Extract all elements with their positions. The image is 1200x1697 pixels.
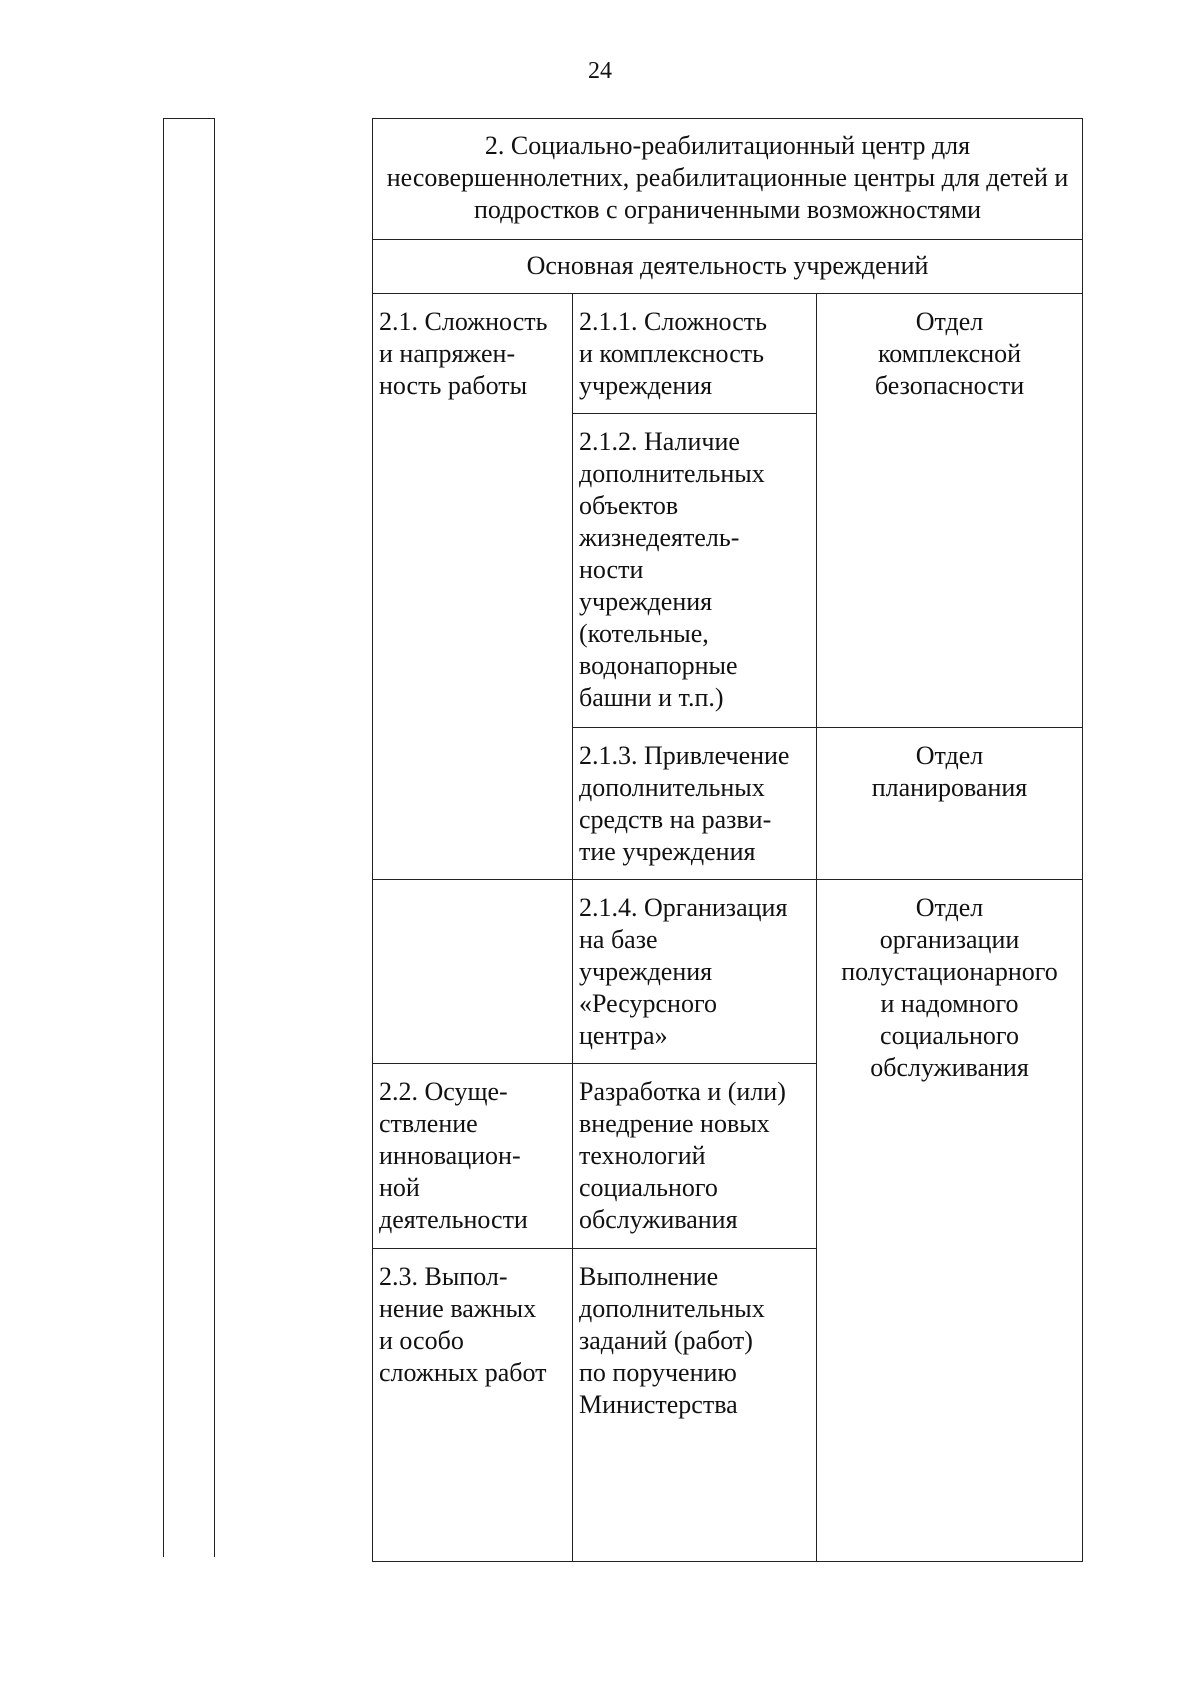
criterion-cell-2-3: [373, 1249, 573, 1562]
indicator-label: Разработка и (или) внедрение новых технологий социального обслуживания: [579, 1077, 786, 1234]
indicator-cell-2-3: [573, 1249, 817, 1562]
department-label: Отдел организации полустационарного и надомного социального обслуживания: [841, 893, 1058, 1082]
indicator-cell-2-1-2: [573, 414, 817, 728]
department-label: Отдел планирования: [871, 741, 1028, 802]
left-rail-border: [163, 118, 215, 1557]
criteria-table: [372, 118, 1083, 1562]
department-cell-service: [817, 880, 1083, 1562]
criterion-label: 2.1. Сложность и напряжен- ность работы: [379, 307, 548, 400]
criterion-cell-empty: [373, 880, 573, 1064]
department-cell-security: [817, 294, 1083, 728]
criterion-cell-2-2: [373, 1064, 573, 1249]
criterion-cell-2-1: [373, 294, 573, 880]
indicator-cell-2-1-4: [573, 880, 817, 1064]
indicator-label: 2.1.2. Наличие дополнительных объектов жизнедеятель- ности учреждения (котельные, водонапорные башни и т.п.): [579, 427, 765, 712]
criterion-label: 2.3. Выпол- нение важных и особо сложных работ: [379, 1262, 547, 1387]
indicator-label: Выполнение дополнительных заданий (работ) по поручению Министерства: [579, 1262, 765, 1419]
department-cell-planning: [817, 728, 1083, 880]
table-title: 2. Социально-реабилитационный центр для несовершеннолетних, реабилитационные центры для детей и подростков с ограниченными возможностями: [386, 131, 1069, 224]
criterion-label: 2.2. Осуще- ствление инновацион- ной деятельности: [379, 1077, 528, 1234]
section-header-cell: [373, 240, 1083, 294]
page-number: 24: [588, 58, 612, 84]
indicator-label: 2.1.3. Привлечение дополнительных средств на разви- тие учреждения: [579, 741, 790, 866]
indicator-cell-2-1-3: [573, 728, 817, 880]
section-header: Основная деятельность учреждений: [526, 251, 929, 280]
indicator-cell-2-2: [573, 1064, 817, 1249]
department-label: Отдел комплексной безопасности: [874, 307, 1025, 400]
table-title-cell: [373, 119, 1083, 240]
indicator-label: 2.1.1. Сложность и комплексность учреждения: [579, 307, 767, 400]
indicator-label: 2.1.4. Организация на базе учреждения «Ресурсного центра»: [579, 893, 788, 1050]
indicator-cell-2-1-1: [573, 294, 817, 414]
